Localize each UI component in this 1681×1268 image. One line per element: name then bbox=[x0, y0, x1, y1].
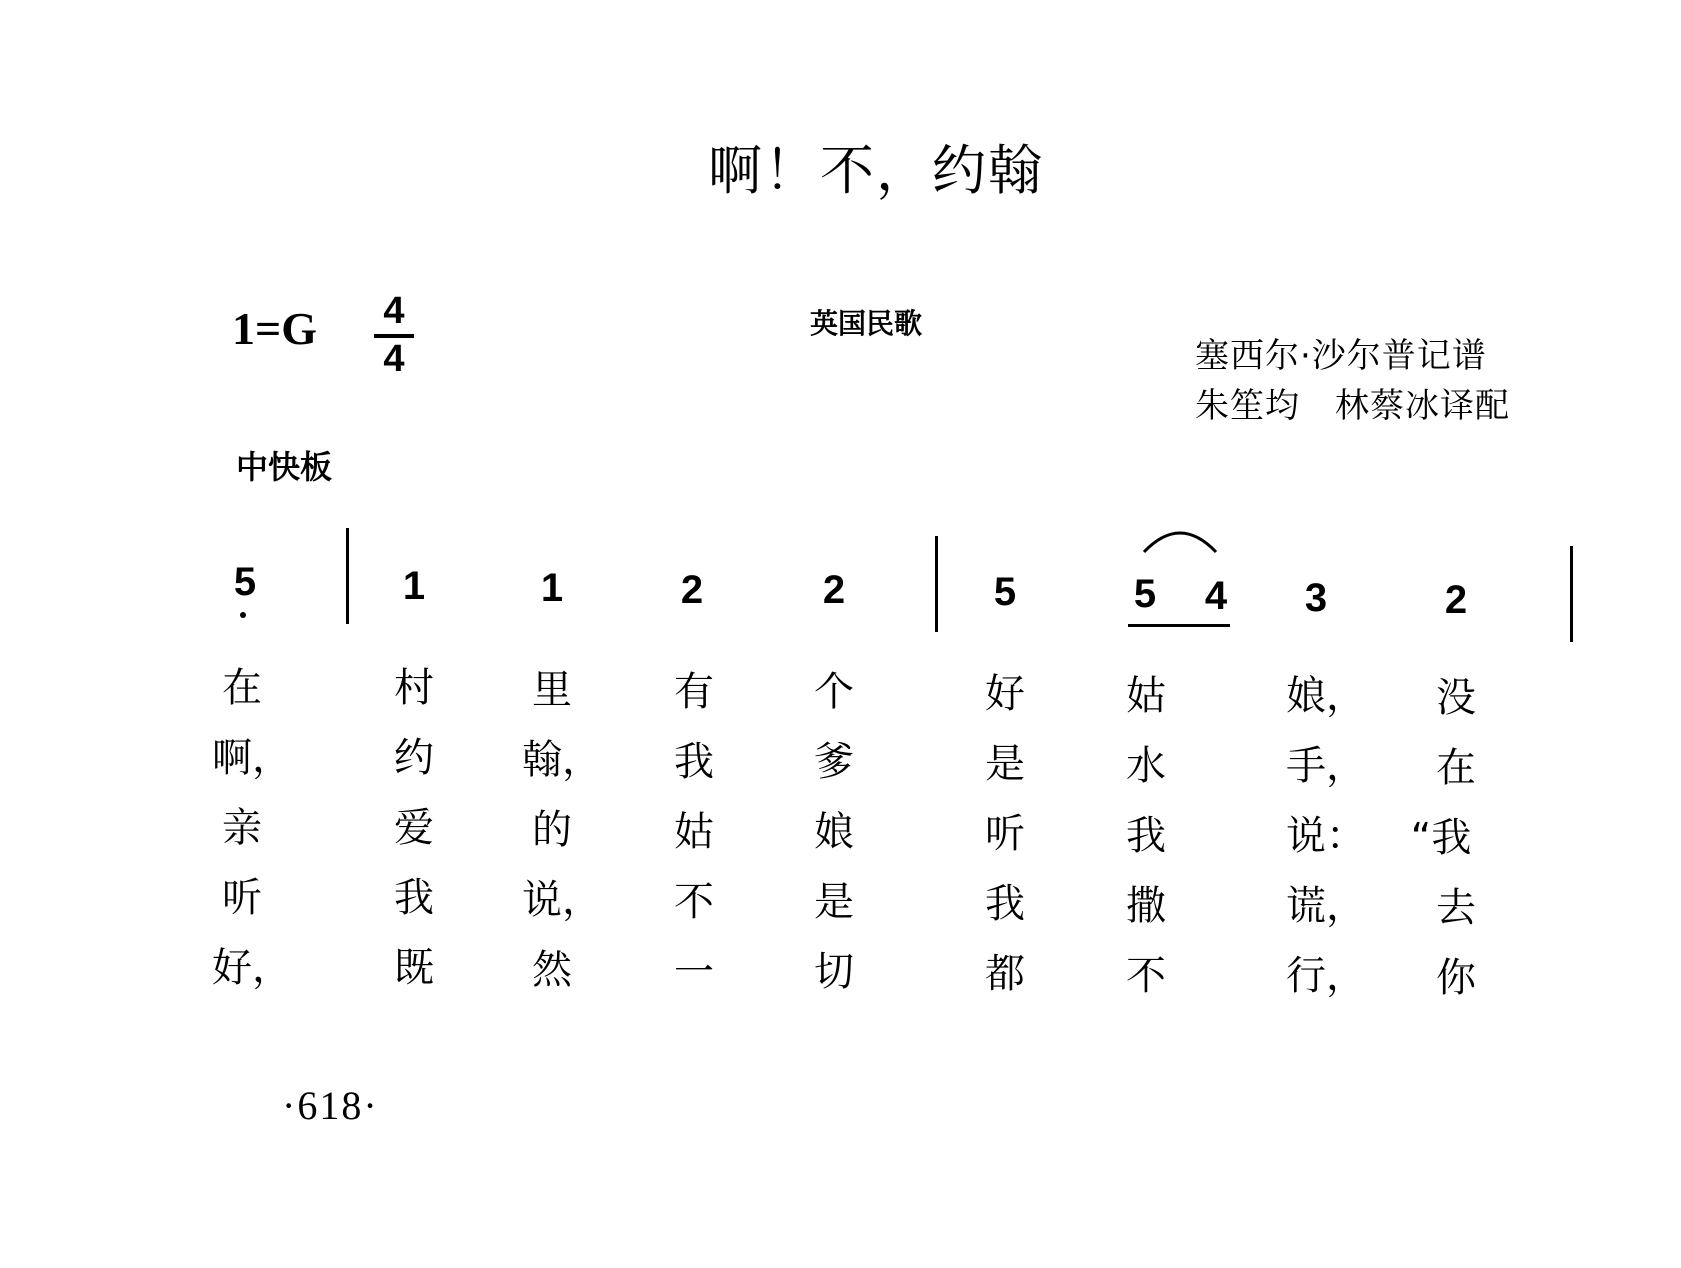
note-4: 2 bbox=[680, 568, 704, 612]
barline-3 bbox=[1570, 546, 1573, 642]
lyric-3-4: 姑 bbox=[674, 809, 714, 855]
note-5: 2 bbox=[822, 568, 846, 612]
lyric-1-9: 没 bbox=[1436, 675, 1476, 721]
key-signature: 1=G bbox=[232, 303, 317, 354]
lyric-2-2: 约 bbox=[394, 735, 434, 781]
note-2: 1 bbox=[402, 564, 426, 608]
lyric-4-9: 去 bbox=[1436, 885, 1476, 931]
lyric-2-8: 手， bbox=[1286, 743, 1366, 789]
time-signature-bottom: 4 bbox=[383, 338, 405, 380]
lyric-3-7: 我 bbox=[1126, 813, 1166, 859]
note-9: 3 bbox=[1304, 576, 1328, 620]
time-signature bbox=[374, 292, 414, 380]
lyric-5-6: 都 bbox=[985, 951, 1025, 997]
lyric-3-1: 亲 bbox=[222, 805, 262, 851]
lyric-1-6: 好 bbox=[985, 671, 1025, 717]
note-7: 5 bbox=[1133, 572, 1157, 616]
lyric-4-6: 我 bbox=[985, 881, 1025, 927]
page-number: ·618· bbox=[282, 1083, 379, 1128]
slur-mark bbox=[1140, 522, 1220, 556]
lyric-1-1: 在 bbox=[222, 665, 262, 711]
barline-1 bbox=[346, 528, 349, 624]
lyric-5-5: 切 bbox=[814, 949, 854, 995]
barline-2 bbox=[935, 536, 938, 632]
lyric-1-7: 姑 bbox=[1126, 673, 1166, 719]
lyric-3-6: 听 bbox=[985, 811, 1025, 857]
eighth-note-underline bbox=[1128, 624, 1230, 627]
lyric-4-4: 不 bbox=[674, 879, 714, 925]
lyric-2-7: 水 bbox=[1126, 743, 1166, 789]
lyric-5-9: 你 bbox=[1436, 955, 1476, 1001]
lyric-5-1: 好， bbox=[212, 945, 292, 991]
lyric-1-2: 村 bbox=[394, 665, 434, 711]
song-origin: 英国民歌 bbox=[810, 307, 923, 340]
lyric-4-2: 我 bbox=[394, 875, 434, 921]
lyric-4-1: 听 bbox=[222, 875, 262, 921]
note-3: 1 bbox=[540, 566, 564, 610]
lyric-5-3: 然 bbox=[532, 947, 572, 993]
lyric-3-2: 爱 bbox=[394, 805, 434, 851]
lyric-2-3: 翰， bbox=[522, 737, 602, 783]
note-8: 4 bbox=[1204, 574, 1228, 618]
lyric-5-4: 一 bbox=[674, 949, 714, 995]
note-10: 2 bbox=[1444, 578, 1468, 622]
note-1: 5 bbox=[233, 560, 257, 604]
lyric-2-4: 我 bbox=[674, 739, 714, 785]
credit-translators: 朱笙均 林蔡冰译配 bbox=[1195, 386, 1510, 426]
lyric-5-7: 不 bbox=[1126, 953, 1166, 999]
lyric-1-8: 娘， bbox=[1286, 673, 1366, 719]
lower-octave-dot bbox=[240, 612, 246, 618]
lyric-3-9: “我 bbox=[1410, 815, 1472, 861]
credit-transcriber: 塞西尔·沙尔普记谱 bbox=[1195, 336, 1487, 376]
lyric-1-4: 有 bbox=[674, 669, 714, 715]
lyric-5-8: 行， bbox=[1286, 953, 1366, 999]
lyric-2-5: 爹 bbox=[814, 739, 854, 785]
lyric-3-8: 说： bbox=[1286, 813, 1366, 859]
lyric-1-3: 里 bbox=[532, 667, 572, 713]
time-signature-top: 4 bbox=[383, 290, 405, 332]
lyric-3-3: 的 bbox=[532, 807, 572, 853]
lyric-4-8: 谎， bbox=[1286, 883, 1366, 929]
tempo-marking: 中快板 bbox=[236, 448, 333, 486]
lyric-2-1: 啊， bbox=[212, 735, 292, 781]
lyric-5-2: 既 bbox=[394, 945, 434, 991]
lyric-2-9: 在 bbox=[1436, 745, 1476, 791]
lyric-4-7: 撒 bbox=[1126, 883, 1166, 929]
lyric-2-6: 是 bbox=[985, 741, 1025, 787]
lyric-4-5: 是 bbox=[814, 879, 854, 925]
lyric-1-5: 个 bbox=[814, 669, 854, 715]
lyric-4-3: 说， bbox=[522, 877, 602, 923]
song-title: 啊！不，约翰 bbox=[708, 139, 1044, 202]
lyric-3-5: 娘 bbox=[814, 809, 854, 855]
note-6: 5 bbox=[993, 570, 1017, 614]
